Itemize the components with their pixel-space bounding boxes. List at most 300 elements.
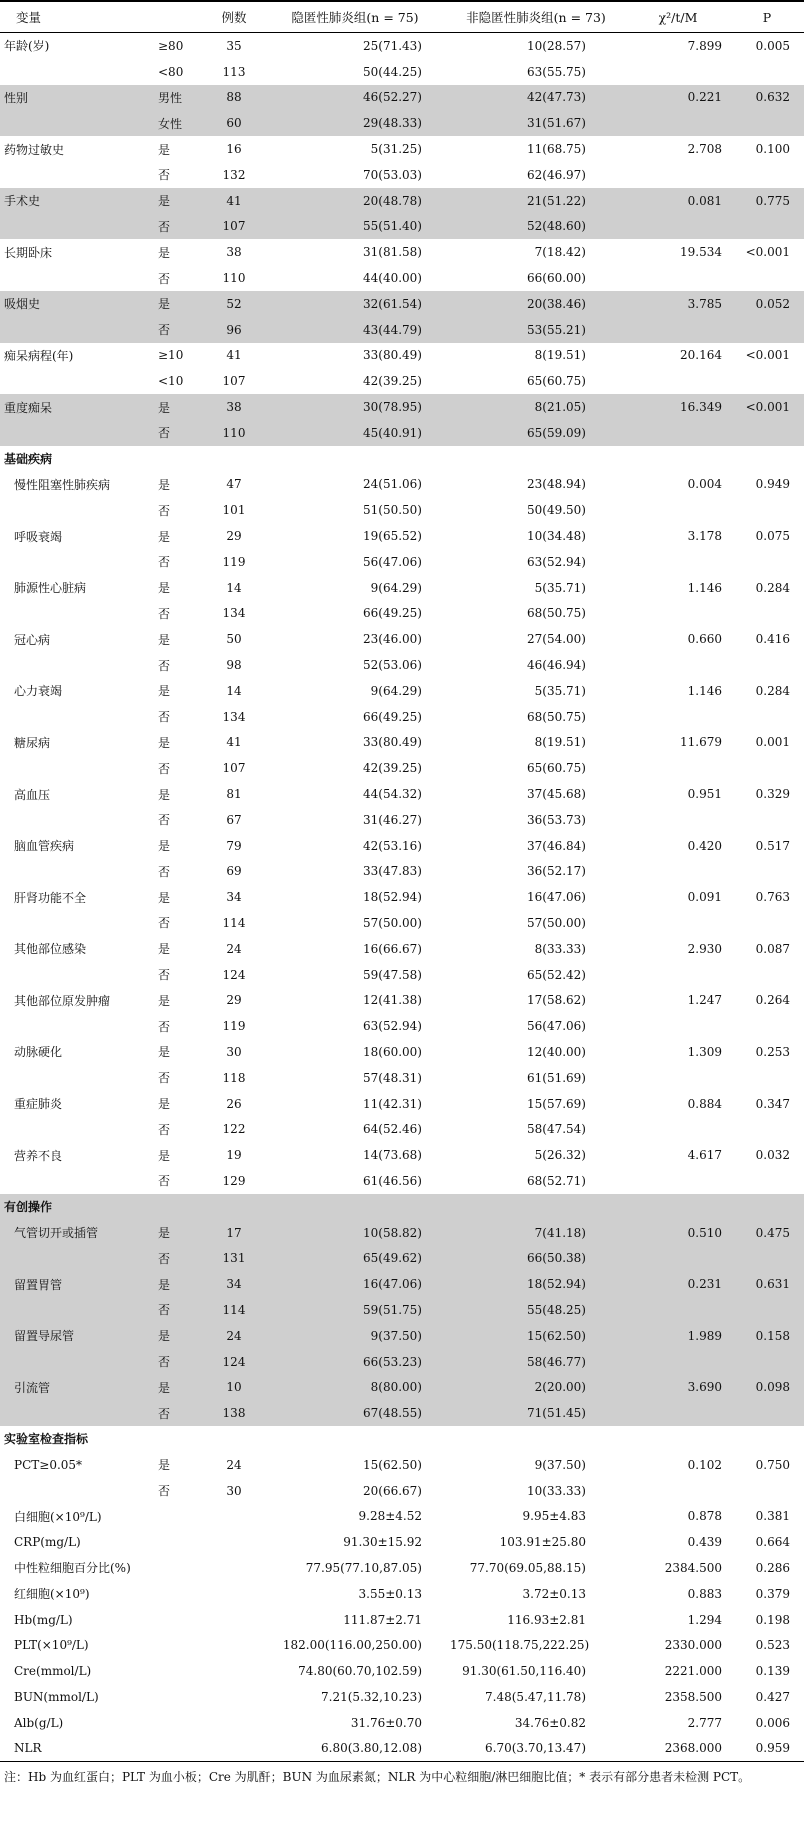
p-empty	[730, 1116, 804, 1142]
stat-value: 1.146	[687, 683, 722, 698]
stat-empty	[626, 1065, 730, 1091]
level-label: 否	[158, 1019, 171, 1034]
stat-value: 0.081	[626, 188, 730, 214]
variable-label-empty	[0, 1116, 150, 1142]
variable-label: 痴呆病程(年)	[4, 348, 74, 363]
table-row	[0, 936, 804, 962]
empty-cell	[204, 446, 264, 472]
table-row	[0, 1039, 804, 1065]
stat-value: 0.420	[687, 838, 722, 853]
table-row	[0, 1478, 804, 1504]
footnote: 注：Hb 为血红蛋白；PLT 为血小板；Cre 为肌酐；BUN 为血尿素氮；NLR 为中心粒细胞/淋巴细胞比值；* 表示有部分患者未检测 PCT。	[4, 1770, 751, 1785]
table-row	[0, 1684, 804, 1710]
occult-value: 19(65.52)	[363, 529, 422, 544]
level-label: 否	[158, 168, 171, 183]
level-empty	[150, 1710, 204, 1736]
section-label: 有创操作	[0, 1194, 150, 1220]
non-occult-value: 12(40.00)	[527, 1044, 586, 1059]
stat-empty	[626, 807, 730, 833]
table-row	[0, 678, 804, 704]
non-occult-value: 11(68.75)	[527, 142, 586, 157]
level-label: 是	[150, 1220, 204, 1246]
count-cell: 124	[222, 967, 246, 982]
p-value: 0.198	[755, 1612, 790, 1627]
stat-empty	[626, 1478, 730, 1504]
table-row	[0, 110, 804, 136]
occult-value: 66(53.23)	[264, 1349, 446, 1375]
level-label: 是	[158, 735, 171, 750]
non-occult-value: 15(62.50)	[446, 1323, 626, 1349]
stat-empty	[626, 1116, 730, 1142]
variable-label: 其他部位感染	[14, 942, 87, 957]
non-occult-value: 2(20.00)	[446, 1374, 626, 1400]
occult-value: 77.95(77.10,87.05)	[305, 1560, 422, 1575]
stat-value: 1.294	[687, 1612, 722, 1627]
p-value: 0.347	[755, 1096, 790, 1111]
p-value: 0.139	[755, 1664, 790, 1679]
p-empty	[730, 497, 804, 523]
occult-value: 44(40.00)	[363, 271, 422, 286]
level-label: 是	[158, 787, 171, 802]
table-row	[0, 497, 804, 523]
variable-label-empty	[0, 652, 150, 678]
variable-label-empty	[0, 962, 150, 988]
non-occult-value: 65(52.42)	[527, 967, 586, 982]
stat-empty	[626, 317, 730, 343]
p-value: <0.001	[730, 394, 804, 420]
non-occult-value: 46(46.94)	[527, 658, 586, 673]
stat-value: 1.989	[626, 1323, 730, 1349]
p-value: 0.775	[730, 188, 804, 214]
table-row	[0, 1736, 804, 1762]
header-variable: 变量	[0, 1, 150, 33]
stat-value: 1.146	[687, 580, 722, 595]
p-empty	[730, 1297, 804, 1323]
table-row	[0, 859, 804, 885]
p-empty	[730, 1245, 804, 1271]
count-cell: 38	[204, 394, 264, 420]
stat-value: 0.439	[687, 1535, 722, 1550]
variable-label-empty	[0, 162, 150, 188]
p-value: 0.100	[755, 142, 790, 157]
variable-label-empty	[0, 368, 150, 394]
variable-label: 慢性阻塞性肺疾病	[14, 477, 111, 492]
non-occult-value: 21(51.22)	[446, 188, 626, 214]
empty-cell	[730, 446, 804, 472]
stat-value: 2330.000	[664, 1638, 722, 1653]
occult-value: 14(73.68)	[363, 1148, 422, 1163]
stat-empty	[626, 1297, 730, 1323]
variable-label: 药物过敏史	[4, 142, 65, 157]
level-label: ≥10	[158, 348, 184, 363]
level-label: 否	[158, 968, 171, 983]
occult-value: 18(52.94)	[363, 890, 422, 905]
non-occult-value: 23(48.94)	[527, 477, 586, 492]
table-row	[0, 472, 804, 498]
p-value: 0.158	[730, 1323, 804, 1349]
table-row	[0, 1710, 804, 1736]
count-cell: 41	[226, 735, 242, 750]
variable-label: BUN(mmol/L)	[14, 1689, 99, 1704]
non-occult-value: 68(50.75)	[527, 709, 586, 724]
empty-cell	[730, 1194, 804, 1220]
p-value: 0.032	[755, 1148, 790, 1163]
variable-label: 肺源性心脏病	[14, 581, 87, 596]
section-label: 实验室检查指标	[4, 1432, 89, 1447]
stat-value: 0.878	[687, 1509, 722, 1524]
table-row	[0, 884, 804, 910]
occult-value: 8(80.00)	[264, 1374, 446, 1400]
non-occult-value: 36(52.17)	[527, 864, 586, 879]
occult-value: 91.30±15.92	[343, 1535, 422, 1550]
level-label: 男性	[150, 85, 204, 111]
count-cell: 24	[226, 1457, 242, 1472]
p-empty	[730, 962, 804, 988]
count-cell: 129	[222, 1173, 246, 1188]
table-row	[0, 1607, 804, 1633]
header-row	[0, 1, 804, 33]
occult-value: 6.80(3.80,12.08)	[264, 1736, 446, 1762]
occult-value: 43(44.79)	[264, 317, 446, 343]
stat-value: 0.231	[626, 1271, 730, 1297]
non-occult-value: 66(60.00)	[527, 271, 586, 286]
table-row	[0, 626, 804, 652]
stat-value: 0.510	[626, 1220, 730, 1246]
table-row	[0, 1349, 804, 1375]
variable-label-empty	[0, 265, 150, 291]
occult-value: 9.28±4.52	[358, 1509, 422, 1524]
non-occult-value: 56(47.06)	[527, 1019, 586, 1034]
table-row	[0, 781, 804, 807]
p-value: <0.001	[745, 348, 790, 363]
stat-value: 0.091	[687, 890, 722, 905]
p-value: 0.052	[730, 291, 804, 317]
stat-value: 4.617	[687, 1148, 722, 1163]
table-row	[0, 1220, 804, 1246]
occult-value: 31(81.58)	[363, 245, 422, 260]
occult-value: 57(50.00)	[363, 915, 422, 930]
occult-value: 46(52.27)	[264, 85, 446, 111]
table-row	[0, 239, 804, 265]
empty-cell	[204, 1194, 264, 1220]
stat-value: 0.660	[687, 632, 722, 647]
non-occult-value: 17(58.62)	[527, 993, 586, 1008]
level-empty	[150, 1736, 204, 1762]
table-row	[0, 265, 804, 291]
count-cell: 110	[204, 420, 264, 446]
level-label: 是	[158, 942, 171, 957]
non-occult-value: 66(50.38)	[446, 1245, 626, 1271]
level-label: 是	[150, 1374, 204, 1400]
stat-empty	[626, 110, 730, 136]
level-label: 是	[158, 890, 171, 905]
variable-label-empty	[0, 59, 150, 85]
non-occult-value: 63(55.75)	[527, 64, 586, 79]
variable-label: 脑血管疾病	[14, 839, 75, 854]
level-empty	[150, 1555, 204, 1581]
table-row	[0, 910, 804, 936]
count-cell: 119	[222, 554, 246, 569]
table-row	[0, 730, 804, 756]
count-cell: 41	[204, 188, 264, 214]
variable-label: 呼吸衰竭	[14, 529, 63, 544]
occult-value: 30(78.95)	[264, 394, 446, 420]
stat-value: 7.899	[687, 38, 722, 53]
variable-label: PCT≥0.05*	[14, 1457, 83, 1472]
occult-value: 55(51.40)	[264, 214, 446, 240]
p-empty	[730, 549, 804, 575]
variable-label-empty	[0, 807, 150, 833]
table-row	[0, 755, 804, 781]
non-occult-value: 58(46.77)	[446, 1349, 626, 1375]
table-row	[0, 1632, 804, 1658]
table-row	[0, 291, 804, 317]
empty-cell	[730, 1426, 804, 1452]
count-cell: 34	[204, 1271, 264, 1297]
stat-value: 3.690	[626, 1374, 730, 1400]
non-occult-value: 77.70(69.05,88.15)	[469, 1560, 586, 1575]
table-row	[0, 1245, 804, 1271]
variable-label-empty	[0, 549, 150, 575]
stat-value: 2358.500	[664, 1689, 722, 1704]
level-label: 否	[158, 555, 171, 570]
variable-label: 留置胃管	[0, 1271, 150, 1297]
stat-empty	[626, 549, 730, 575]
variable-label-empty	[0, 1168, 150, 1194]
variable-label-empty	[0, 1478, 150, 1504]
p-value: 0.075	[755, 529, 790, 544]
p-value: 0.763	[755, 890, 790, 905]
stat-empty	[626, 214, 730, 240]
variable-label: 肝肾功能不全	[14, 890, 87, 905]
p-value: 0.664	[755, 1535, 790, 1550]
occult-value: 7.21(5.32,10.23)	[321, 1689, 422, 1704]
variable-label: 吸烟史	[0, 291, 150, 317]
occult-value: 52(53.06)	[363, 658, 422, 673]
stat-value: 2.930	[687, 941, 722, 956]
stat-empty	[626, 162, 730, 188]
p-empty	[730, 368, 804, 394]
variable-label: 长期卧床	[4, 245, 53, 260]
occult-value: 66(49.25)	[363, 709, 422, 724]
stat-value: 20.164	[680, 348, 722, 363]
p-empty	[730, 110, 804, 136]
header-stat: χ²/t/M	[626, 1, 730, 33]
variable-label: Cre(mmol/L)	[14, 1664, 92, 1679]
stat-empty	[626, 859, 730, 885]
non-occult-value: 8(19.51)	[534, 348, 586, 363]
variable-label: 冠心病	[14, 632, 51, 647]
variable-label-empty	[0, 497, 150, 523]
p-value: 0.329	[755, 787, 790, 801]
p-value: 0.427	[755, 1689, 790, 1704]
header-count: 例数	[204, 1, 264, 33]
stat-empty	[626, 420, 730, 446]
stat-value: 1.309	[687, 1044, 722, 1059]
occult-value: 64(52.46)	[363, 1122, 422, 1137]
variable-label: Hb(mg/L)	[14, 1612, 73, 1627]
occult-value: 65(49.62)	[264, 1245, 446, 1271]
stat-empty	[626, 910, 730, 936]
count-cell: 26	[226, 1096, 242, 1111]
occult-value: 20(48.78)	[264, 188, 446, 214]
stat-empty	[626, 1245, 730, 1271]
stat-empty	[626, 1349, 730, 1375]
table-row	[0, 1116, 804, 1142]
stat-value: 2368.000	[626, 1736, 730, 1762]
p-value: 0.098	[730, 1374, 804, 1400]
p-empty	[730, 601, 804, 627]
occult-value: 31.76±0.70	[350, 1715, 422, 1730]
non-occult-value: 7(18.42)	[534, 245, 586, 260]
level-label: 否	[158, 761, 171, 776]
count-empty	[204, 1658, 264, 1684]
table-row	[0, 1065, 804, 1091]
p-empty	[730, 755, 804, 781]
level-empty	[150, 1503, 204, 1529]
level-label: 否	[150, 317, 204, 343]
level-empty	[150, 1607, 204, 1633]
table-row	[0, 394, 804, 420]
level-label: 是	[158, 529, 171, 544]
table-row	[0, 162, 804, 188]
occult-value: 29(48.33)	[264, 110, 446, 136]
count-cell: 98	[226, 658, 242, 673]
count-cell: 69	[226, 864, 242, 879]
stat-value: 0.951	[687, 787, 722, 801]
variable-label: PLT(×10⁹/L)	[14, 1638, 89, 1653]
level-label: 否	[150, 1349, 204, 1375]
count-cell: 60	[204, 110, 264, 136]
table-row	[0, 1658, 804, 1684]
count-cell: 24	[204, 1323, 264, 1349]
table-row	[0, 214, 804, 240]
non-occult-value: 15(57.69)	[527, 1096, 586, 1111]
stat-value: 0.102	[687, 1457, 722, 1472]
variable-label: 心力衰竭	[14, 684, 63, 699]
table-row	[0, 1091, 804, 1117]
level-label: <10	[158, 374, 184, 389]
p-empty	[730, 214, 804, 240]
count-cell: 41	[226, 348, 242, 363]
table-row	[0, 368, 804, 394]
stat-empty	[626, 1400, 730, 1426]
p-value: 0.475	[730, 1220, 804, 1246]
header-level	[150, 1, 204, 33]
occult-value: 23(46.00)	[363, 632, 422, 647]
stat-empty	[626, 497, 730, 523]
section-row	[0, 1426, 804, 1452]
occult-value: 182.00(116.00,250.00)	[282, 1638, 422, 1653]
occult-value: 24(51.06)	[363, 477, 422, 492]
stat-empty	[626, 652, 730, 678]
variable-label-empty	[0, 859, 150, 885]
p-empty	[730, 652, 804, 678]
variable-label: 气管切开或插管	[0, 1220, 150, 1246]
occult-value: 70(53.03)	[363, 167, 422, 182]
variable-label: 动脉硬化	[14, 1045, 63, 1060]
table-row	[0, 549, 804, 575]
occult-value: 32(61.54)	[264, 291, 446, 317]
non-occult-value: 37(46.84)	[527, 838, 586, 853]
occult-value: 15(62.50)	[363, 1457, 422, 1472]
table-row	[0, 1400, 804, 1426]
table-row	[0, 601, 804, 627]
level-label: 是	[158, 839, 171, 854]
level-label: 否	[158, 503, 171, 518]
level-label: 是	[158, 142, 171, 157]
table-row	[0, 1297, 804, 1323]
non-occult-value: 58(47.54)	[527, 1122, 586, 1137]
non-occult-value: 34.76±0.82	[514, 1715, 586, 1730]
level-label: 是	[150, 1271, 204, 1297]
stat-value: 3.785	[626, 291, 730, 317]
occult-value: 42(39.25)	[363, 374, 422, 389]
level-label: 是	[158, 1148, 171, 1163]
variable-label: 重度痴呆	[0, 394, 150, 420]
level-label: 是	[150, 1323, 204, 1349]
variable-label: 营养不良	[14, 1148, 63, 1163]
stat-value: 11.679	[680, 735, 722, 750]
count-cell: 29	[226, 993, 242, 1008]
non-occult-value: 8(33.33)	[534, 941, 586, 956]
non-occult-value: 57(50.00)	[527, 915, 586, 930]
occult-value: 44(54.32)	[363, 787, 422, 801]
empty-cell	[446, 1426, 626, 1452]
count-cell: 107	[222, 374, 246, 389]
empty-cell	[626, 1194, 730, 1220]
occult-value: 59(51.75)	[264, 1297, 446, 1323]
level-label: 是	[158, 1097, 171, 1112]
occult-value: 9(64.29)	[370, 683, 422, 698]
occult-value: 9(64.29)	[370, 580, 422, 595]
count-empty	[204, 1607, 264, 1633]
occult-value: 57(48.31)	[363, 1070, 422, 1085]
non-occult-value: 8(21.05)	[446, 394, 626, 420]
count-cell: 29	[226, 529, 242, 544]
variable-label-empty	[0, 601, 150, 627]
variable-label: 引流管	[0, 1374, 150, 1400]
p-empty	[730, 859, 804, 885]
variable-label-empty	[0, 1349, 150, 1375]
p-value: 0.001	[755, 735, 790, 750]
table-row	[0, 1503, 804, 1529]
non-occult-value: 5(35.71)	[534, 580, 586, 595]
table-row	[0, 343, 804, 369]
level-label: 否	[158, 658, 171, 673]
stat-empty	[626, 755, 730, 781]
level-empty	[150, 1658, 204, 1684]
p-value: 0.959	[730, 1736, 804, 1762]
level-label: 否	[158, 813, 171, 828]
table-row	[0, 33, 804, 59]
level-label: 是	[150, 188, 204, 214]
stat-empty	[626, 1168, 730, 1194]
variable-label-empty	[0, 420, 150, 446]
count-cell: 88	[204, 85, 264, 111]
variable-label: 手术史	[0, 188, 150, 214]
occult-value: 18(60.00)	[363, 1044, 422, 1059]
p-empty	[730, 1168, 804, 1194]
empty-cell	[150, 1426, 204, 1452]
variable-label-empty	[0, 1065, 150, 1091]
occult-value: 50(44.25)	[363, 64, 422, 79]
stat-value: 0.884	[687, 1096, 722, 1111]
count-cell: 124	[204, 1349, 264, 1375]
stat-value: 2.777	[687, 1715, 722, 1730]
table-row	[0, 1168, 804, 1194]
level-label: <80	[158, 64, 184, 79]
